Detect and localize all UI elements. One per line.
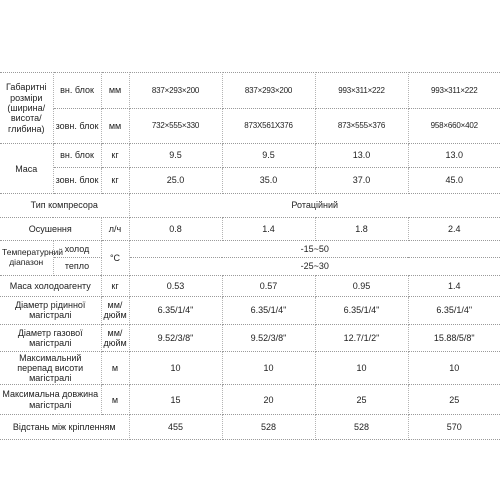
- table-cell: 528: [222, 415, 315, 440]
- temp-cold-value: -15~50: [129, 241, 500, 258]
- table-cell: 837×293×200: [129, 73, 222, 109]
- table-cell: 10: [408, 352, 500, 385]
- table-row: [0, 241, 500, 258]
- max-length-label: Максимальна довжина магістралі: [0, 384, 101, 415]
- table-cell: 9.52/3/8": [222, 324, 315, 352]
- table-cell: 9.5: [129, 144, 222, 167]
- compressor-label: Тип компресора: [0, 194, 129, 217]
- table-cell: 12.7/1/2": [315, 324, 408, 352]
- max-length-unit: м: [101, 384, 129, 415]
- dehumid-unit: л/ч: [101, 217, 129, 240]
- mount-distance-label: Відстань між кріпленням: [0, 415, 129, 440]
- table-row: [0, 258, 500, 275]
- compressor-value: Ротаційний: [129, 194, 500, 217]
- table-cell: 6.35/1/4": [408, 297, 500, 325]
- table-row: [0, 217, 500, 240]
- table-cell: 993×311×222: [408, 73, 500, 109]
- table-cell: 45.0: [408, 167, 500, 194]
- table-cell: 25.0: [129, 167, 222, 194]
- gas-pipe-label: Діаметр газової магістралі: [0, 324, 101, 352]
- table-cell: 732×555×330: [129, 108, 222, 144]
- table-cell: 9.52/3/8": [129, 324, 222, 352]
- table-cell: 0.57: [222, 275, 315, 296]
- liquid-pipe-label: Діаметр рідинної магістралі: [0, 297, 101, 325]
- table-cell: 15.88/5/8": [408, 324, 500, 352]
- table-row: [0, 324, 500, 352]
- refrigerant-unit: кг: [101, 275, 129, 296]
- table-row: [0, 73, 500, 109]
- table-row: [0, 144, 500, 167]
- table-cell: 0.8: [129, 217, 222, 240]
- table-row: [0, 194, 500, 217]
- table-row: [0, 167, 500, 194]
- table-cell: 10: [315, 352, 408, 385]
- table-cell: 1.8: [315, 217, 408, 240]
- table-cell: 570: [408, 415, 500, 440]
- table-cell: 1.4: [408, 275, 500, 296]
- table-cell: 837×293×200: [222, 73, 315, 109]
- table-cell: 25: [408, 384, 500, 415]
- dimensions-indoor-label: вн. блок: [53, 73, 101, 109]
- table-cell: 13.0: [408, 144, 500, 167]
- temp-heat-label: тепло: [53, 258, 101, 275]
- table-cell: 6.35/1/4": [222, 297, 315, 325]
- table-cell: 9.5: [222, 144, 315, 167]
- spec-table: [0, 72, 500, 440]
- dimensions-label: Габаритні розміри (ширина/ висота/ глибина): [0, 73, 53, 144]
- table-cell: 2.4: [408, 217, 500, 240]
- mass-unit: кг: [101, 144, 129, 167]
- table-row: [0, 352, 500, 385]
- table-cell: 0.53: [129, 275, 222, 296]
- mass-unit: кг: [101, 167, 129, 194]
- table-cell: 10: [129, 352, 222, 385]
- table-row: [0, 384, 500, 415]
- table-cell: 958×660×402: [408, 108, 500, 144]
- table-cell: 15: [129, 384, 222, 415]
- table-cell: 6.35/1/4": [129, 297, 222, 325]
- refrigerant-label: Маса холодоагенту: [0, 275, 101, 296]
- mass-outdoor-label: зовн. блок: [53, 167, 101, 194]
- table-cell: 13.0: [315, 144, 408, 167]
- table-cell: 35.0: [222, 167, 315, 194]
- dimensions-outdoor-label: зовн. блок: [53, 108, 101, 144]
- mass-indoor-label: вн. блок: [53, 144, 101, 167]
- table-cell: 873X561X376: [222, 108, 315, 144]
- temp-cold-label: холод: [53, 241, 101, 258]
- dimensions-unit: мм: [101, 73, 129, 109]
- table-cell: 37.0: [315, 167, 408, 194]
- mass-label: Маса: [0, 144, 53, 194]
- table-cell: 0.95: [315, 275, 408, 296]
- table-row: [0, 415, 500, 440]
- table-row: [0, 108, 500, 144]
- table-cell: 993×311×222: [315, 73, 408, 109]
- temp-heat-value: -25~30: [129, 258, 500, 275]
- temp-unit: °C: [101, 241, 129, 276]
- table-cell: 873×555×376: [315, 108, 408, 144]
- max-height-unit: м: [101, 352, 129, 385]
- max-height-label: Максимальний перепад висоти магістралі: [0, 352, 101, 385]
- table-row: [0, 275, 500, 296]
- dimensions-unit: мм: [101, 108, 129, 144]
- gas-pipe-unit: мм/ дюйм: [101, 324, 129, 352]
- table-cell: 25: [315, 384, 408, 415]
- table-cell: 6.35/1/4": [315, 297, 408, 325]
- table-row: [0, 297, 500, 325]
- temp-label: Температурний діапазон: [0, 241, 53, 276]
- table-cell: 528: [315, 415, 408, 440]
- dehumid-label: Осушення: [0, 217, 101, 240]
- liquid-pipe-unit: мм/ дюйм: [101, 297, 129, 325]
- table-cell: 10: [222, 352, 315, 385]
- table-cell: 1.4: [222, 217, 315, 240]
- table-cell: 455: [129, 415, 222, 440]
- table-cell: 20: [222, 384, 315, 415]
